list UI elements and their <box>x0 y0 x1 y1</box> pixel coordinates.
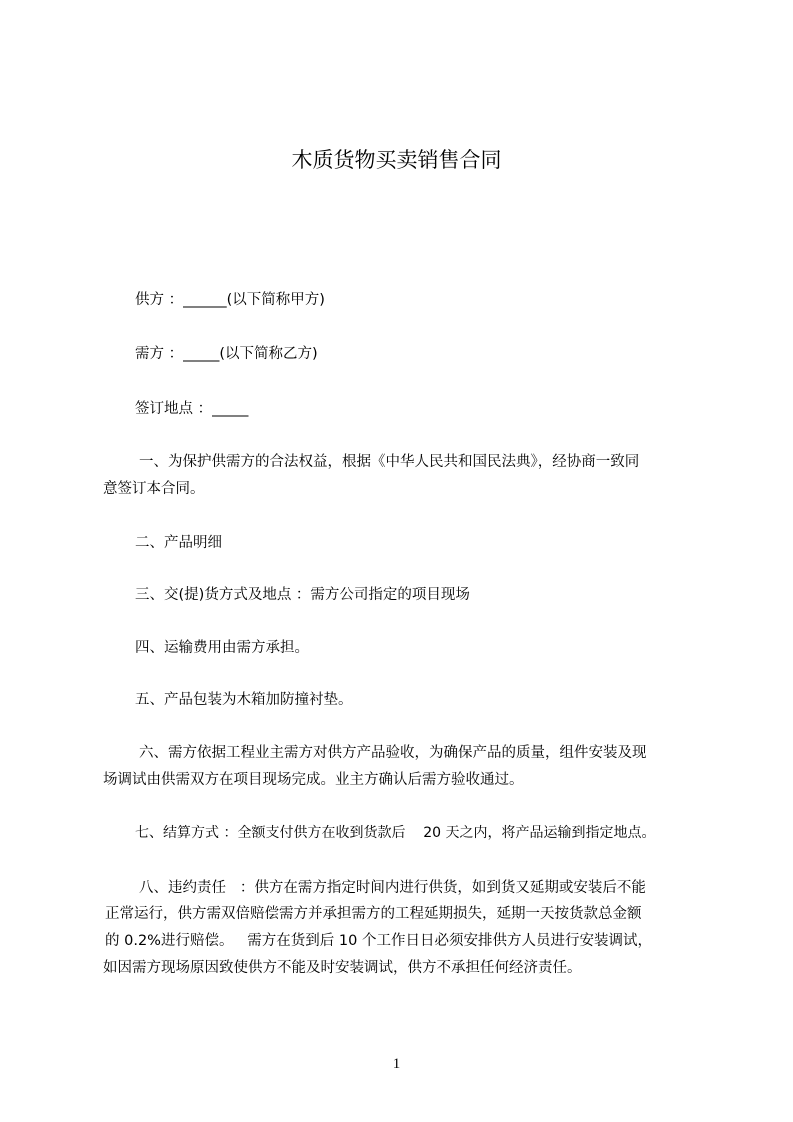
clause-1-line-2: 意签订本合同。 <box>103 481 205 497</box>
clause-8-line-1: 八、违约责任 ：供方在需方指定时间内进行供货，如到货又延期或安装后不能 <box>139 880 646 896</box>
signing-place-line: 签订地点 ：_____ <box>135 401 249 417</box>
page-number: 1 <box>392 1056 401 1072</box>
clause-4: 四、运输费用由需方承担。 <box>135 640 309 656</box>
clause-5: 五、产品包装为木箱加防撞衬垫。 <box>135 692 353 708</box>
clause-3: 三、交(提)货方式及地点 ：需方公司指定的项目现场 <box>135 587 470 603</box>
clause-2: 二、产品明细 <box>135 535 222 551</box>
clause-7: 七、结算方式 ：全额支付供方在收到货款后 20 天之内，将产品运输到指定地点。 <box>135 825 656 841</box>
clause-1-line-1: 一、为保护供需方的合法权益，根据《中华人民共和国民法典》，经协商一致同 <box>139 454 640 470</box>
buyer-line: 需方 ：_____(以下简称乙方) <box>135 346 318 362</box>
clause-8-line-2: 正常运行，供方需双倍赔偿需方并承担需方的工程延期损失，延期一天按货款总金额 <box>105 906 642 922</box>
clause-6-line-1: 六、需方依据工程业主需方对供方产品验收，为确保产品的质量，组件安装及现 <box>139 745 647 761</box>
clause-8-line-4: 如因需方现场原因致使供方不能及时安装调试，供方不承担任何经济责任。 <box>103 960 582 976</box>
supplier-line: 供方 ：______(以下简称甲方) <box>135 292 325 308</box>
clause-8-line-3: 的 0.2%进行赔偿。 需方在货到后 10 个工作日日必须安排供方人员进行安装调试， <box>105 933 652 949</box>
clause-6-line-2: 场调试由供需双方在项目现场完成。业主方确认后需方验收通过。 <box>103 772 524 788</box>
document-title: 木质货物买卖销售合同 <box>291 148 502 172</box>
